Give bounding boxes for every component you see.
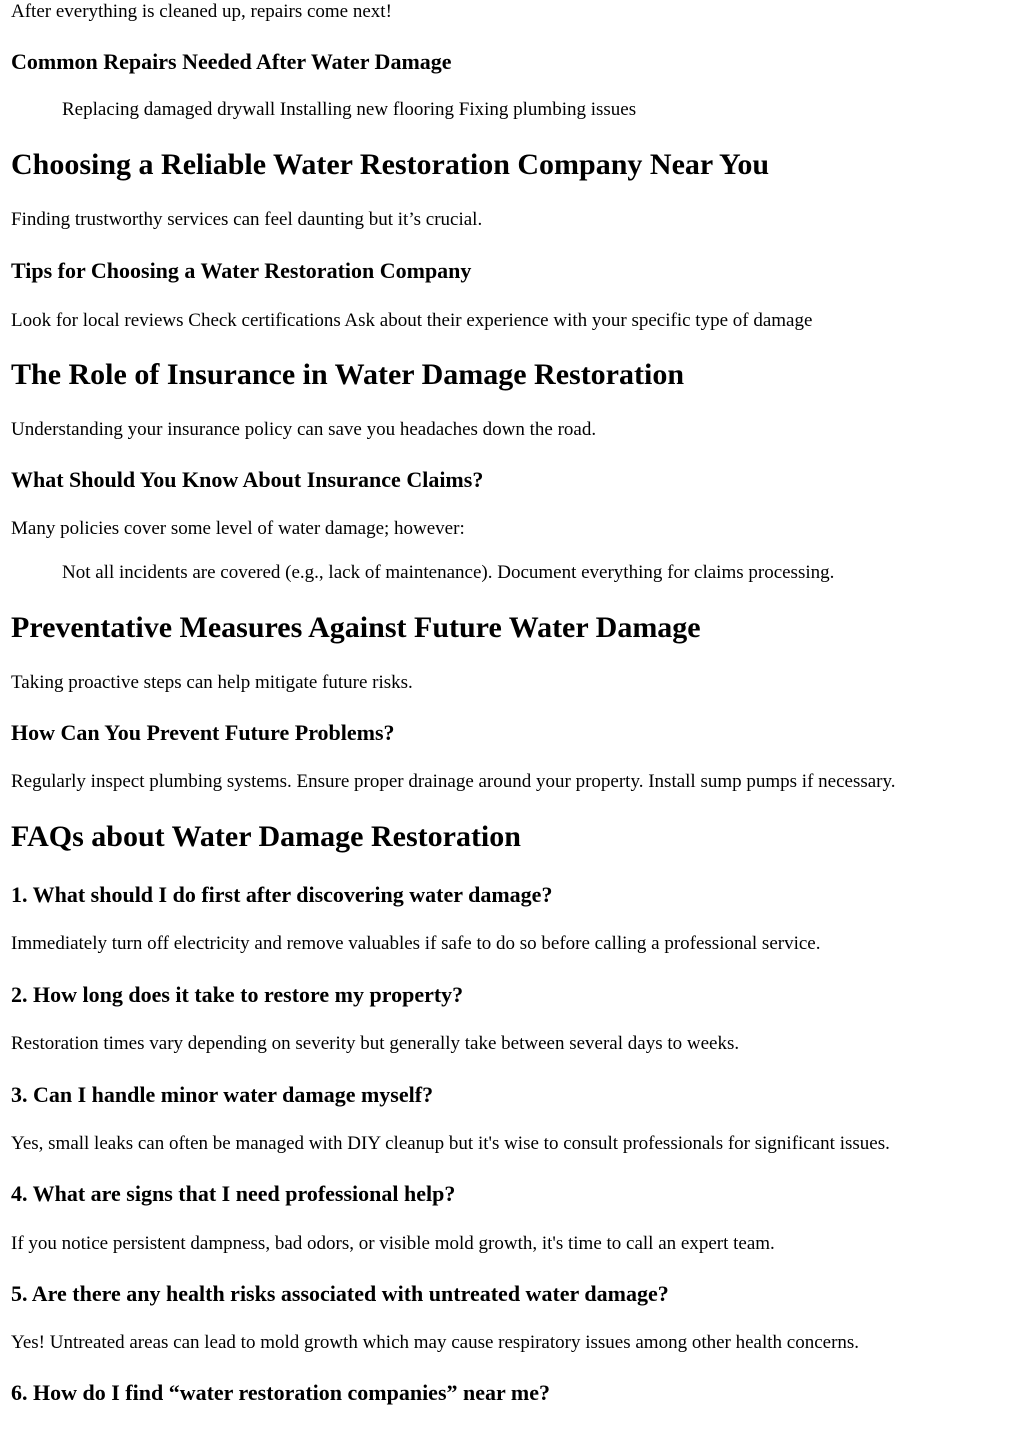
claims-paragraph: Many policies cover some level of water damage; however: [11,518,465,539]
choosing-paragraph: Finding trustworthy services can feel daunting but it’s crucial. [11,209,483,230]
insurance-heading: The Role of Insurance in Water Damage Restoration [11,358,685,391]
faq-answer: Yes! Untreated areas can lead to mold growth which may cause respiratory issues among other health concerns. [11,1332,860,1353]
tips-list: Look for local reviews Check certifications Ask about their experience with your specific type of damage [11,310,813,331]
faq-question: 3. Can I handle minor water damage myself? [11,1082,434,1107]
tips-heading: Tips for Choosing a Water Restoration Company [11,258,472,283]
intro-paragraph: After everything is cleaned up, repairs come next! [11,1,392,22]
faq-answer: If you notice persistent dampness, bad odors, or visible mold growth, it's time to call an expert team. [11,1233,775,1254]
prevention-heading: Preventative Measures Against Future Water Damage [11,611,701,644]
faq-question: 6. How do I find “water restoration companies” near me? [11,1380,550,1405]
repairs-heading: Common Repairs Needed After Water Damage [11,49,452,74]
faq-question: 2. How long does it take to restore my property? [11,982,464,1007]
repairs-list: Replacing damaged drywall Installing new flooring Fixing plumbing issues [62,99,637,120]
faq-answer: Immediately turn off electricity and remove valuables if safe to do so before calling a professional service. [11,933,821,954]
prevent-problems-list: Regularly inspect plumbing systems. Ensure proper drainage around your property. Install sump pumps if necessary. [11,771,896,792]
claims-heading: What Should You Know About Insurance Claims? [11,467,484,492]
faq-question: 1. What should I do first after discovering water damage? [11,882,553,907]
prevent-problems-heading: How Can You Prevent Future Problems? [11,720,395,745]
choosing-heading: Choosing a Reliable Water Restoration Company Near You [11,148,770,181]
insurance-paragraph: Understanding your insurance policy can save you headaches down the road. [11,419,597,440]
faq-question: 5. Are there any health risks associated with untreated water damage? [11,1281,669,1306]
faq-question: 4. What are signs that I need professional help? [11,1181,456,1206]
faqs-heading: FAQs about Water Damage Restoration [11,820,521,853]
claims-list: Not all incidents are covered (e.g., lack of maintenance). Document everything for claims processing. [62,562,835,583]
prevention-paragraph: Taking proactive steps can help mitigate future risks. [11,672,413,693]
faq-answer: Restoration times vary depending on severity but generally take between several days to weeks. [11,1033,740,1054]
faq-answer: Yes, small leaks can often be managed with DIY cleanup but it's wise to consult professionals for significant issues. [11,1133,890,1154]
